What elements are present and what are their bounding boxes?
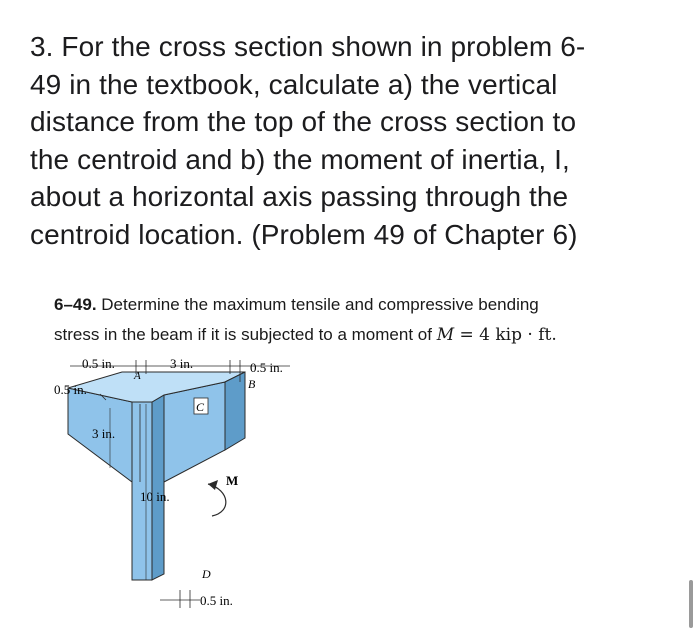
label-moment: M <box>226 473 239 488</box>
web-side-face <box>152 395 164 580</box>
question-line: about a horizontal axis passing through the <box>30 181 569 212</box>
problem-line-1 <box>54 290 684 320</box>
question-line: the centroid and b) the moment of inertia, I, <box>30 143 570 175</box>
right-flange-side <box>225 372 245 450</box>
question-line: 3. For the cross section shown in problem 6- <box>30 31 586 62</box>
question-text <box>30 28 680 253</box>
problem-line-2 <box>54 320 684 350</box>
label-top-right-width: 0.5 in. <box>250 360 283 375</box>
problem-number: 6–49. <box>54 295 97 314</box>
moment-symbol: M <box>436 325 455 345</box>
question-line: 49 in the textbook, calculate a) the vertical <box>30 68 558 100</box>
moment-expression <box>437 325 557 345</box>
label-point-b: B <box>248 377 256 391</box>
label-point-a: A <box>134 370 141 382</box>
label-left-thickness: 0.5 in. <box>54 382 87 397</box>
problem-text-2: stress in the beam if it is subjected to a moment of <box>54 325 432 344</box>
moment-arrow <box>208 484 226 516</box>
label-bottom-width: 0.5 in. <box>200 593 233 608</box>
label-top-mid-width: 3 in. <box>170 356 194 371</box>
beam-cross-section-figure <box>40 352 340 622</box>
moment-value: = 4 kip · ft. <box>459 325 557 345</box>
question-line: centroid location. (Problem 49 of Chapter 6) <box>30 218 578 250</box>
question-line: distance from the top of the cross section to <box>30 106 577 137</box>
label-top-left-width: 0.5 in. <box>82 356 115 371</box>
problem-text-1: Determine the maximum tensile and compressive bending <box>101 295 539 314</box>
label-point-c: C <box>196 400 205 414</box>
label-web-height: 10 in. <box>140 489 170 504</box>
problem-statement <box>54 290 684 350</box>
moment-arrowhead <box>208 480 218 490</box>
scrollbar-thumb[interactable] <box>689 580 693 628</box>
right-flange-front <box>164 382 225 482</box>
label-flange-depth: 3 in. <box>92 426 116 441</box>
label-point-d: D <box>202 567 211 581</box>
